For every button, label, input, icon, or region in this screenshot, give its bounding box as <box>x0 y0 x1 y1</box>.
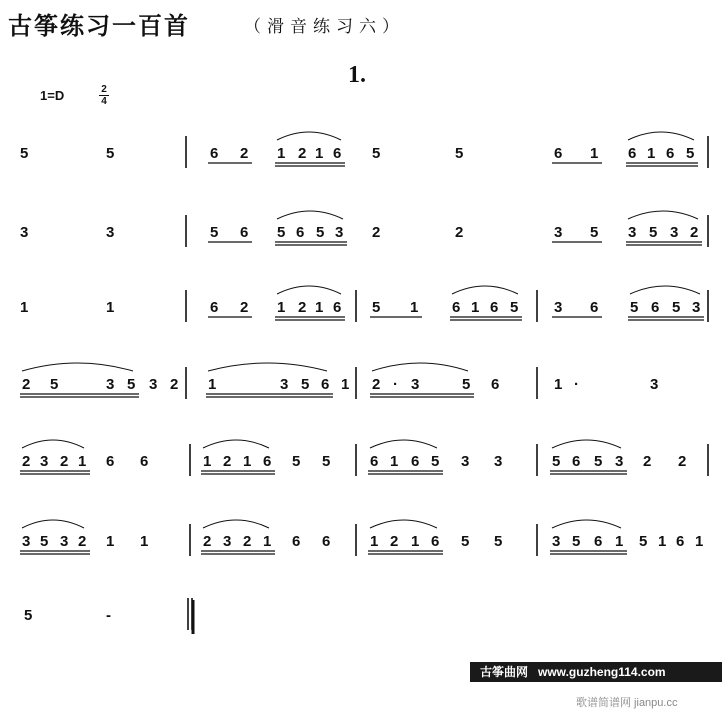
slur-arc <box>628 211 698 219</box>
slur-arc <box>370 520 437 528</box>
slur-arc <box>203 440 269 448</box>
note: 3 <box>670 224 679 241</box>
note: 3 <box>554 299 563 316</box>
note: 3 <box>650 376 659 393</box>
note: 1 <box>140 533 149 550</box>
note: 5 <box>301 376 310 393</box>
note: 2 <box>243 533 252 550</box>
note: 2 <box>390 533 399 550</box>
slur-arc <box>22 363 133 371</box>
note: 3 <box>280 376 289 393</box>
page-title: 古筝练习一百首 <box>8 13 190 40</box>
note: 1 <box>341 376 350 393</box>
note: 1 <box>106 299 115 316</box>
note: 6 <box>322 533 331 550</box>
note: 1 <box>590 145 599 162</box>
note: 5 <box>210 224 219 241</box>
note: 5 <box>649 224 658 241</box>
note: 6 <box>106 453 115 470</box>
note: 1 <box>315 145 324 162</box>
note: 1 <box>390 453 399 470</box>
note: 6 <box>572 453 581 470</box>
note: 1 <box>208 376 217 393</box>
note: 2 <box>678 453 687 470</box>
slur-arc <box>22 520 84 528</box>
note: 5 <box>322 453 331 470</box>
note: 5 <box>292 453 301 470</box>
slur-arc <box>628 132 694 140</box>
note: 1 <box>647 145 656 162</box>
note: 6 <box>240 224 249 241</box>
note: 2 <box>455 224 464 241</box>
slur-arc <box>370 440 437 448</box>
note: 5 <box>106 145 115 162</box>
key-signature: 1=D <box>40 88 65 103</box>
watermark: 歌谱简谱网 jianpu.cc <box>576 697 678 709</box>
note: 1 <box>370 533 379 550</box>
note: 1 <box>106 533 115 550</box>
note: 1 <box>243 453 252 470</box>
note: 3 <box>40 453 49 470</box>
note: - <box>106 607 111 624</box>
note: 3 <box>494 453 503 470</box>
note: 1 <box>471 299 480 316</box>
note: 5 <box>277 224 286 241</box>
note: 2 <box>298 145 307 162</box>
note: 3 <box>552 533 561 550</box>
note: 5 <box>24 607 33 624</box>
note: 2 <box>372 376 381 393</box>
note: 5 <box>127 376 136 393</box>
slur-arc <box>208 363 327 371</box>
note: 3 <box>22 533 31 550</box>
site-banner[interactable] <box>470 662 722 682</box>
note: 6 <box>491 376 500 393</box>
note: 5 <box>630 299 639 316</box>
note: 5 <box>50 376 59 393</box>
note: 1 <box>277 145 286 162</box>
note: 6 <box>210 145 219 162</box>
note: 6 <box>210 299 219 316</box>
note: 6 <box>263 453 272 470</box>
note: 5 <box>552 453 561 470</box>
slur-arc <box>630 286 700 294</box>
note: 1 <box>20 299 29 316</box>
note: 5 <box>455 145 464 162</box>
page-subtitle: （滑音练习六） <box>244 17 405 36</box>
note: 5 <box>494 533 503 550</box>
note: 5 <box>316 224 325 241</box>
note: 1 <box>263 533 272 550</box>
note: 6 <box>676 533 685 550</box>
note: 1 <box>410 299 419 316</box>
note: 6 <box>411 453 420 470</box>
note: 2 <box>643 453 652 470</box>
note: 3 <box>223 533 232 550</box>
note: 6 <box>333 299 342 316</box>
note: 2 <box>298 299 307 316</box>
note: 1 <box>78 453 87 470</box>
note: 1 <box>411 533 420 550</box>
site-label: 古筝曲网 <box>480 665 529 679</box>
note: 6 <box>452 299 461 316</box>
note: 3 <box>106 376 115 393</box>
slur-arc <box>203 520 269 528</box>
note: 6 <box>554 145 563 162</box>
note: 5 <box>372 299 381 316</box>
note: 3 <box>692 299 701 316</box>
note: 1 <box>554 376 563 393</box>
note: 1 <box>315 299 324 316</box>
note: 5 <box>594 453 603 470</box>
note: 3 <box>106 224 115 241</box>
note: 2 <box>22 453 31 470</box>
slur-arc <box>552 520 621 528</box>
note: 6 <box>651 299 660 316</box>
note: 6 <box>628 145 637 162</box>
note: 6 <box>296 224 305 241</box>
note: 3 <box>628 224 637 241</box>
note: 3 <box>554 224 563 241</box>
note: 6 <box>333 145 342 162</box>
note: 6 <box>321 376 330 393</box>
slur-arc <box>277 286 341 294</box>
note: 5 <box>686 145 695 162</box>
note: · <box>574 376 579 393</box>
note: 2 <box>223 453 232 470</box>
note: 6 <box>292 533 301 550</box>
site-url: www.guzheng114.com <box>538 665 666 679</box>
note: 2 <box>170 376 179 393</box>
note: 1 <box>277 299 286 316</box>
note: 3 <box>149 376 158 393</box>
meter-bottom: 4 <box>101 96 107 107</box>
note: 5 <box>510 299 519 316</box>
slur-arc <box>452 286 518 294</box>
note: 1 <box>695 533 704 550</box>
note: 3 <box>335 224 344 241</box>
note: 6 <box>431 533 440 550</box>
note: 2 <box>690 224 699 241</box>
slur-arc <box>372 363 468 371</box>
note: 6 <box>490 299 499 316</box>
note: 2 <box>240 145 249 162</box>
note: 2 <box>203 533 212 550</box>
note: 3 <box>411 376 420 393</box>
note: 2 <box>240 299 249 316</box>
note: 1 <box>615 533 624 550</box>
note: 3 <box>60 533 69 550</box>
note: 5 <box>462 376 471 393</box>
note: 3 <box>461 453 470 470</box>
note: 6 <box>594 533 603 550</box>
meter-top: 2 <box>101 84 107 95</box>
note: 2 <box>78 533 87 550</box>
piece-number: 1. <box>348 62 366 88</box>
slur-arc <box>277 132 341 140</box>
slur-arc <box>22 440 84 448</box>
note: 6 <box>666 145 675 162</box>
note: 5 <box>572 533 581 550</box>
note: 5 <box>431 453 440 470</box>
note: · <box>393 376 398 393</box>
note: 6 <box>140 453 149 470</box>
note: 5 <box>372 145 381 162</box>
note: 2 <box>60 453 69 470</box>
note: 5 <box>590 224 599 241</box>
note: 3 <box>615 453 624 470</box>
note: 1 <box>203 453 212 470</box>
note: 2 <box>22 376 31 393</box>
note: 5 <box>461 533 470 550</box>
slur-arc <box>277 211 343 219</box>
note: 5 <box>20 145 29 162</box>
note: 3 <box>20 224 29 241</box>
note: 5 <box>639 533 648 550</box>
note: 6 <box>590 299 599 316</box>
note: 6 <box>370 453 379 470</box>
note: 5 <box>40 533 49 550</box>
note: 5 <box>672 299 681 316</box>
note: 1 <box>658 533 667 550</box>
note: 2 <box>372 224 381 241</box>
slur-arc <box>552 440 621 448</box>
